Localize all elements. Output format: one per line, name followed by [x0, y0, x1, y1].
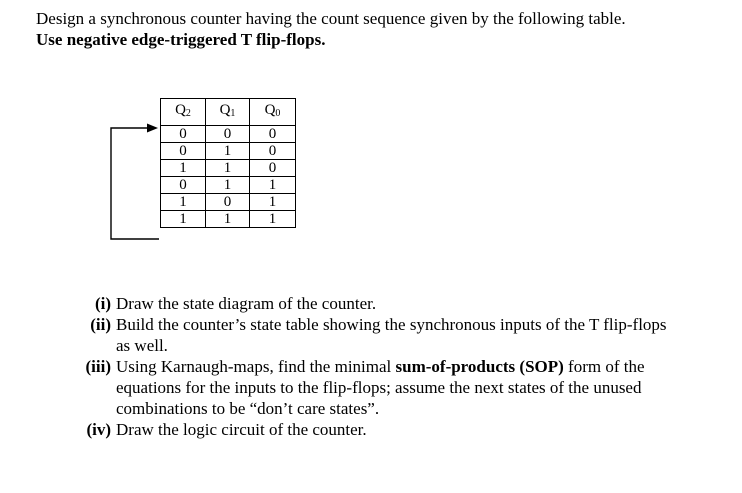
table-row: [161, 177, 296, 194]
intro-line-2: Use negative edge-triggered T flip-flops.: [36, 30, 326, 49]
table-row: [161, 160, 296, 177]
feedback-arrow: [109, 123, 161, 241]
table-cell: 0: [206, 194, 250, 211]
table-cell: 0: [161, 143, 206, 160]
question-number: (ii): [90, 315, 111, 334]
intro-line-1: Design a synchronous counter having the count sequence given by the following table.: [36, 9, 626, 28]
table-cell: 0: [161, 177, 206, 194]
question-item: [76, 356, 691, 419]
question-item: [76, 293, 691, 314]
question-number: (i): [94, 294, 111, 313]
table-row: [161, 194, 296, 211]
question-text: Build the counter’s state table showing the synchronous inputs of the T flip-flops as well.: [116, 315, 667, 355]
table-row: [161, 126, 296, 143]
table-cell: 1: [206, 160, 250, 177]
question-item: [76, 419, 691, 440]
table-cell: 1: [206, 177, 250, 194]
question-number: (iv): [86, 420, 111, 439]
header-q1: $Q_1$: [206, 99, 250, 126]
question-text: Using Karnaugh-maps, find the minimal sum-of-products (SOP) form of the equations for the inputs to the flip-flops; assume the next states of the unused combinations to be “don’t care states”.: [116, 357, 645, 418]
table-cell: 1: [161, 194, 206, 211]
count-sequence-table: [160, 98, 296, 228]
table-row: [161, 143, 296, 160]
table-cell: 1: [250, 194, 296, 211]
question-list: [76, 293, 691, 440]
table-cell: 0: [250, 126, 296, 143]
table-cell: 1: [161, 160, 206, 177]
table-header-row: [161, 99, 296, 126]
problem-intro: [36, 8, 626, 50]
table-cell: 1: [206, 211, 250, 228]
header-q0: $Q_0$: [250, 99, 296, 126]
table-cell: 1: [250, 211, 296, 228]
question-number: (iii): [85, 357, 111, 376]
question-text: Draw the state diagram of the counter.: [116, 294, 377, 313]
table-row: [161, 211, 296, 228]
table-cell: 0: [206, 126, 250, 143]
table-cell: 1: [206, 143, 250, 160]
table-cell: 0: [161, 126, 206, 143]
question-item: [76, 314, 691, 356]
table-cell: 0: [250, 143, 296, 160]
question-text: Draw the logic circuit of the counter.: [116, 420, 367, 439]
table-cell: 1: [250, 177, 296, 194]
table-cell: 0: [250, 160, 296, 177]
table-cell: 1: [161, 211, 206, 228]
header-q2: $Q_2$: [161, 99, 206, 126]
